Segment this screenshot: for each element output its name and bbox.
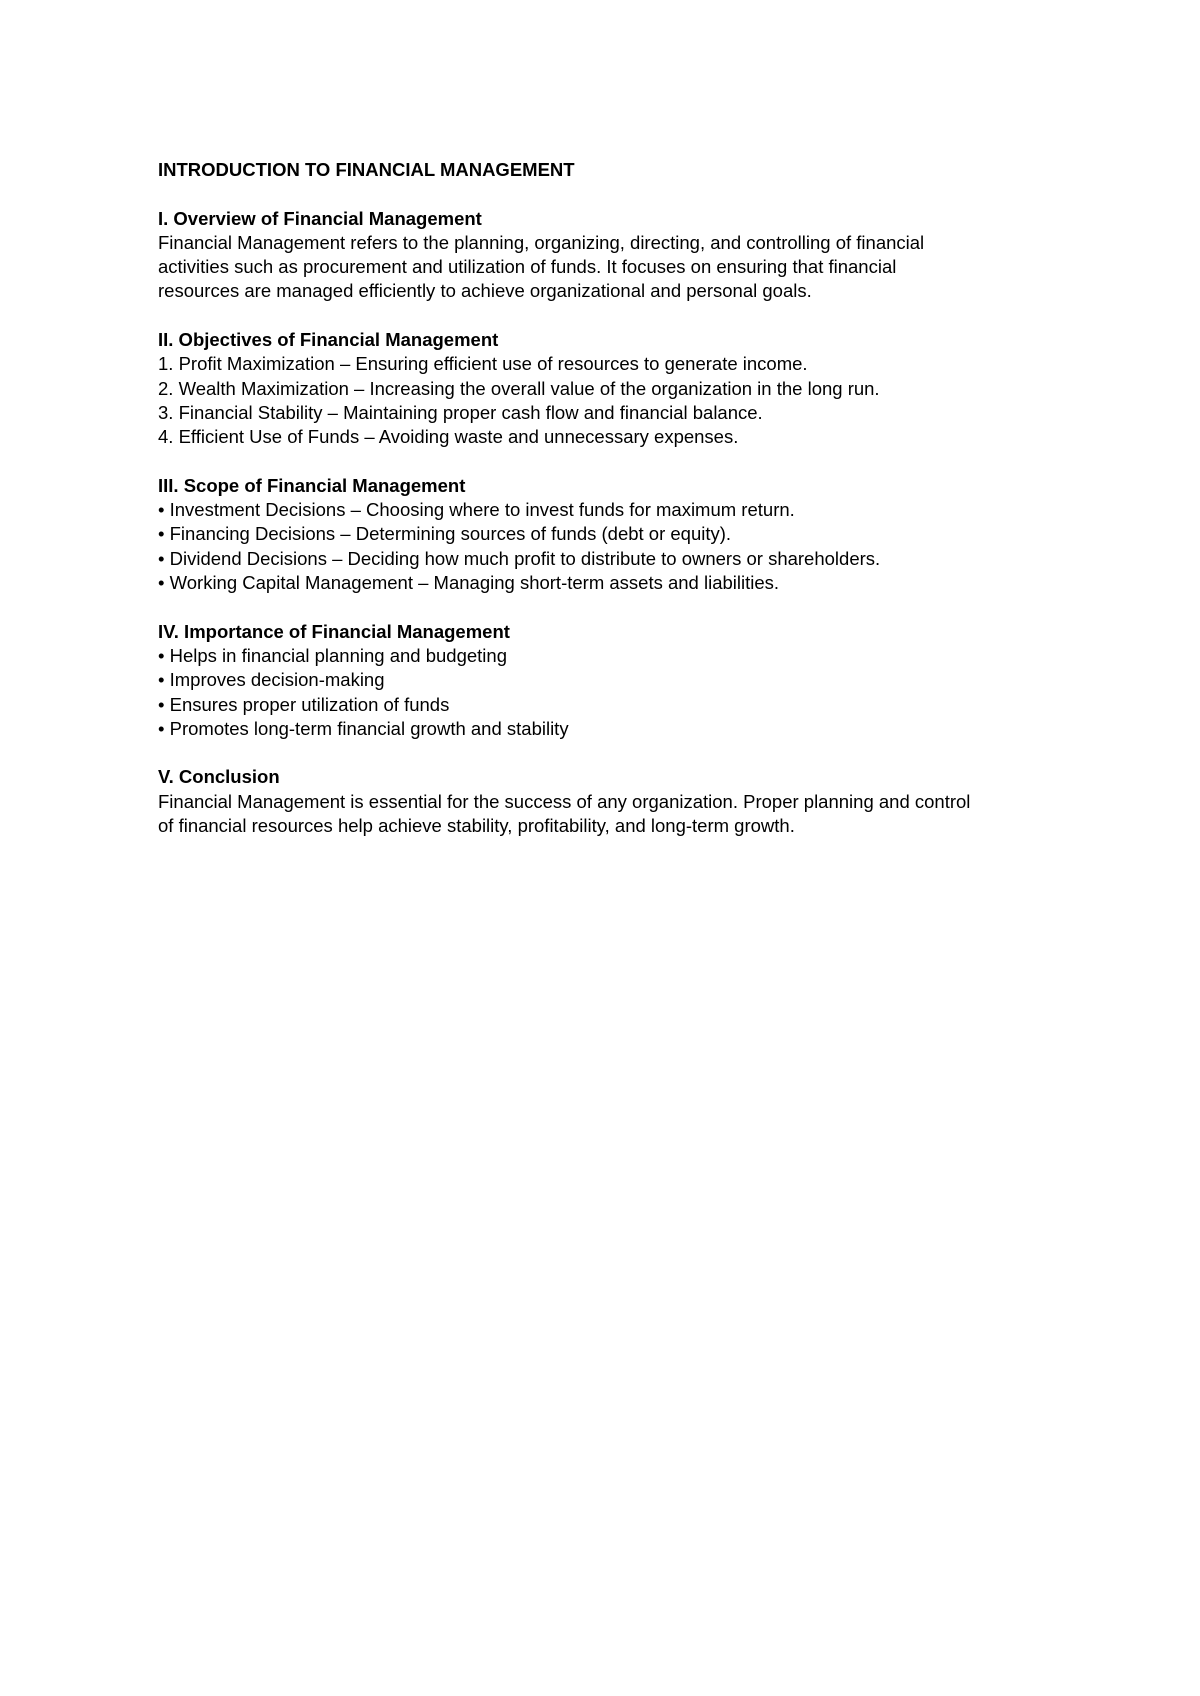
importance-list	[158, 644, 1058, 741]
section-heading-scope: III. Scope of Financial Management	[158, 474, 466, 496]
section-heading-objectives: II. Objectives of Financial Management	[158, 329, 499, 351]
list-item: 3. Financial Stability – Maintaining proper cash flow and financial balance.	[158, 401, 763, 423]
list-item: • Promotes long-term financial growth and stability	[158, 717, 569, 739]
list-item: • Dividend Decisions – Deciding how much profit to distribute to owners or shareholders.	[158, 547, 881, 569]
paragraph-line: resources are managed efficiently to achieve organizational and personal goals.	[158, 280, 812, 302]
list-item: • Working Capital Management – Managing short-term assets and liabilities.	[158, 572, 780, 594]
section-conclusion	[158, 765, 1058, 838]
document-page	[158, 158, 1058, 863]
document-title: INTRODUCTION TO FINANCIAL MANAGEMENT	[158, 159, 575, 180]
conclusion-paragraph	[158, 790, 1058, 839]
list-item: • Investment Decisions – Choosing where to invest funds for maximum return.	[158, 499, 795, 521]
list-item: • Ensures proper utilization of funds	[158, 693, 450, 715]
section-importance	[158, 620, 1058, 741]
list-item: • Helps in financial planning and budgeting	[158, 644, 507, 666]
paragraph-line: Financial Management is essential for the success of any organization. Proper planning and control	[158, 790, 971, 812]
paragraph-line: Financial Management refers to the planning, organizing, directing, and controlling of financial	[158, 231, 925, 253]
list-item: 4. Efficient Use of Funds – Avoiding waste and unnecessary expenses.	[158, 426, 739, 448]
section-scope	[158, 474, 1058, 595]
list-item: 2. Wealth Maximization – Increasing the overall value of the organization in the long run.	[158, 377, 880, 399]
paragraph-line: activities such as procurement and utilization of funds. It focuses on ensuring that financial	[158, 256, 897, 278]
section-heading-conclusion: V. Conclusion	[158, 766, 280, 788]
section-heading-overview: I. Overview of Financial Management	[158, 207, 482, 229]
list-item: • Improves decision-making	[158, 669, 385, 691]
paragraph-line: of financial resources help achieve stability, profitability, and long-term growth.	[158, 815, 795, 837]
scope-list	[158, 498, 1058, 595]
section-overview	[158, 207, 1058, 304]
list-item: 1. Profit Maximization – Ensuring efficient use of resources to generate income.	[158, 353, 808, 375]
section-objectives	[158, 328, 1058, 449]
list-item: • Financing Decisions – Determining sources of funds (debt or equity).	[158, 523, 732, 545]
objectives-list	[158, 352, 1058, 449]
section-heading-importance: IV. Importance of Financial Management	[158, 620, 510, 642]
overview-paragraph	[158, 231, 1058, 304]
